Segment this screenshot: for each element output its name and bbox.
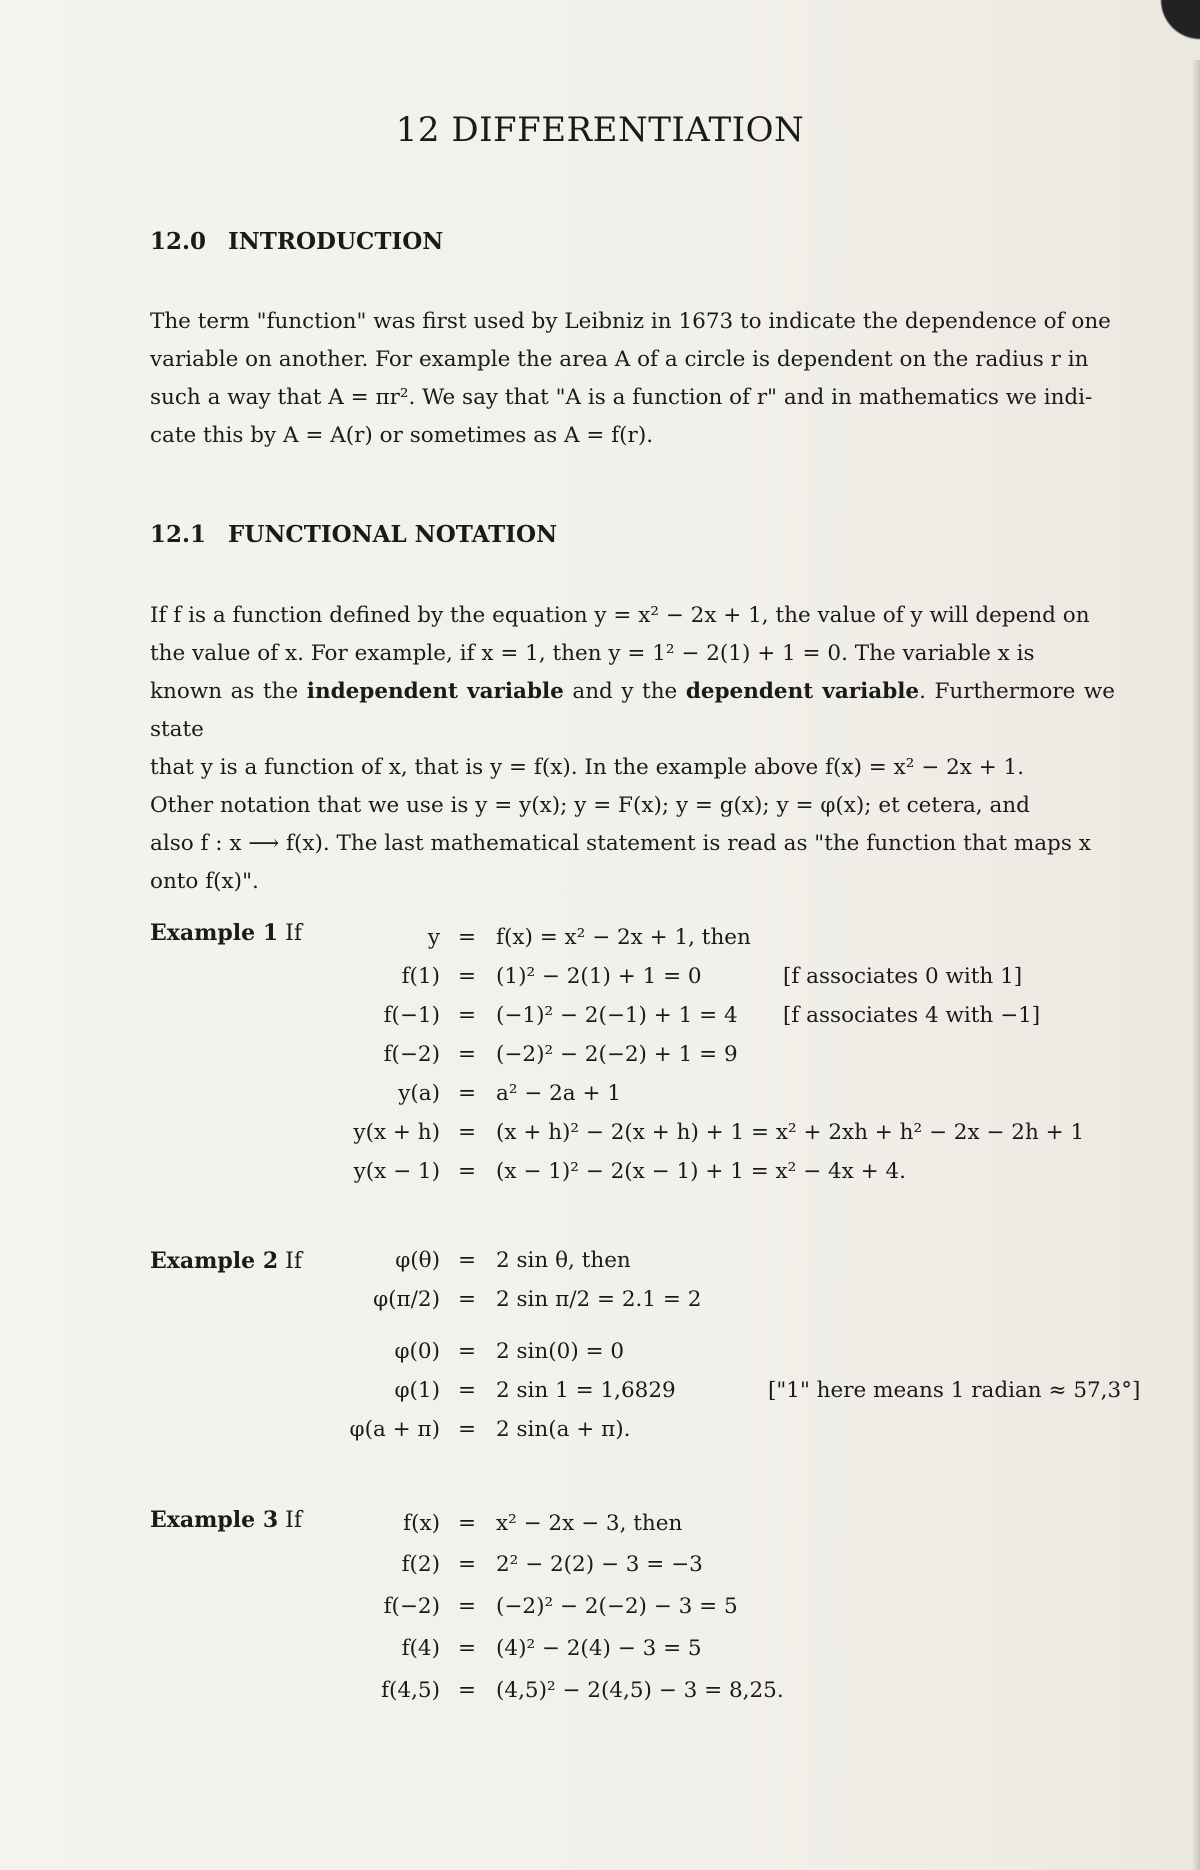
equals-sign: = [457, 1678, 476, 1703]
equation-note: [f associates 0 with 1] [783, 964, 1023, 989]
equation-rhs: 2 sin(0) = 0 [496, 1339, 625, 1364]
equals-sign: = [457, 1594, 476, 1619]
equation-row [0, 1159, 1200, 1198]
equation-row [0, 1042, 1200, 1081]
equation-lhs: y [427, 925, 440, 950]
section-title: INTRODUCTION [228, 228, 444, 255]
equation-row [0, 1003, 1200, 1042]
equation-lhs: f(1) [401, 964, 440, 989]
equation-lhs: φ(0) [394, 1339, 440, 1364]
equation-lhs: y(x − 1) [353, 1159, 440, 1184]
text-span: . Furthermore we state [150, 679, 1115, 742]
example-if: If [285, 1249, 302, 1274]
equation-rhs: (x + h)² − 2(x + h) + 1 = x² + 2xh + h² − 2x − 2h + 1 [496, 1120, 1085, 1145]
example-if: If [285, 1508, 302, 1533]
example-2-equations [0, 1248, 1200, 1456]
equation-row [0, 1081, 1200, 1120]
text-line [150, 673, 1115, 749]
example-title: Example 3 [150, 1507, 279, 1533]
equation-row [0, 1511, 1200, 1552]
example-if: If [285, 921, 302, 946]
equation-row [0, 1552, 1200, 1594]
text-line: also f : x ⟶ f(x). The last mathematical statement is read as "the function that maps x [150, 831, 1091, 856]
equals-sign: = [457, 1120, 476, 1145]
example-title: Example 2 [150, 1248, 279, 1274]
notation-paragraph [150, 597, 1115, 901]
equation-lhs: φ(a + π) [349, 1417, 440, 1442]
equation-row [0, 1339, 1200, 1378]
text-span: known as the [150, 679, 307, 704]
equation-lhs: f(4,5) [381, 1678, 440, 1703]
equation-row [0, 1248, 1200, 1287]
equals-sign: = [457, 1003, 476, 1028]
equation-row [0, 1678, 1200, 1720]
equals-sign: = [457, 1248, 476, 1273]
text-line: that y is a function of x, that is y = f(x). In the example above f(x) = x² − 2x + 1. [150, 755, 1025, 780]
equals-sign: = [457, 964, 476, 989]
equation-rhs: 2 sin θ, then [496, 1248, 631, 1273]
equals-sign: = [457, 1081, 476, 1106]
section-heading-functional-notation [150, 521, 557, 548]
equation-lhs: φ(1) [394, 1378, 440, 1403]
equation-rhs: x² − 2x − 3, then [496, 1511, 683, 1536]
text-line: such a way that A = πr². We say that "A is a function of r" and in mathematics we indi- [150, 385, 1093, 410]
equals-sign: = [457, 1042, 476, 1067]
text-span: and y the [563, 679, 686, 704]
equals-sign: = [457, 1287, 476, 1312]
section-number: 12.1 [150, 521, 207, 548]
equals-sign: = [457, 1339, 476, 1364]
equation-rhs: (−2)² − 2(−2) − 3 = 5 [496, 1594, 738, 1619]
section-number: 12.0 [150, 228, 207, 255]
equation-lhs: f(4) [401, 1636, 440, 1661]
equals-sign: = [457, 1159, 476, 1184]
equation-lhs: f(−2) [383, 1594, 440, 1619]
equation-rhs: 2 sin π/2 = 2.1 = 2 [496, 1287, 702, 1312]
equation-note: ["1" here means 1 radian ≈ 57,3°] [768, 1378, 1141, 1403]
equation-lhs: φ(π/2) [373, 1287, 440, 1312]
equation-rhs: (4,5)² − 2(4,5) − 3 = 8,25. [496, 1678, 784, 1703]
section-heading-introduction [150, 228, 443, 255]
equation-lhs: f(2) [401, 1552, 440, 1577]
intro-paragraph [150, 303, 1115, 455]
text-line: Other notation that we use is y = y(x); y = F(x); y = g(x); y = φ(x); et cetera, and [150, 793, 1030, 818]
text-line: If f is a function defined by the equation y = x² − 2x + 1, the value of y will depend on [150, 603, 1090, 628]
equation-lhs: f(x) [403, 1511, 440, 1536]
equation-row [0, 925, 1200, 964]
equals-sign: = [457, 925, 476, 950]
equation-lhs: φ(θ) [395, 1248, 440, 1273]
equation-rhs: f(x) = x² − 2x + 1, then [496, 925, 751, 950]
equation-rhs: a² − 2a + 1 [496, 1081, 621, 1106]
equation-lhs: y(x + h) [353, 1120, 440, 1145]
example-3-equations [0, 1511, 1200, 1720]
equation-row [0, 1594, 1200, 1636]
text-line: the value of x. For example, if x = 1, then y = 1² − 2(1) + 1 = 0. The variable x is [150, 641, 1035, 666]
equation-lhs: y(a) [398, 1081, 440, 1106]
equals-sign: = [457, 1511, 476, 1536]
equation-rhs: (−2)² − 2(−2) + 1 = 9 [496, 1042, 738, 1067]
equation-note: [f associates 4 with −1] [783, 1003, 1041, 1028]
text-line: cate this by A = A(r) or sometimes as A = f(r). [150, 423, 654, 448]
term-dependent-variable: dependent variable [685, 679, 920, 704]
equals-sign: = [457, 1417, 476, 1442]
text-line: variable on another. For example the area A of a circle is dependent on the radius r in [150, 347, 1089, 372]
equation-rhs: (−1)² − 2(−1) + 1 = 4 [496, 1003, 738, 1028]
equation-row [0, 1378, 1200, 1417]
equation-row [0, 1120, 1200, 1159]
equation-lhs: f(−2) [383, 1042, 440, 1067]
page-corner-shadow [1140, 0, 1200, 60]
equation-row [0, 1287, 1200, 1339]
equals-sign: = [457, 1552, 476, 1577]
text-line: onto f(x)". [150, 869, 259, 894]
equation-lhs: f(−1) [383, 1003, 440, 1028]
equation-rhs: (x − 1)² − 2(x − 1) + 1 = x² − 4x + 4. [496, 1159, 906, 1184]
equals-sign: = [457, 1378, 476, 1403]
equation-row [0, 964, 1200, 1003]
example-1-equations [0, 925, 1200, 1198]
equation-rhs: (1)² − 2(1) + 1 = 0 [496, 964, 702, 989]
text-line: The term "function" was first used by Leibniz in 1673 to indicate the dependence of one [150, 309, 1111, 334]
equation-rhs: 2 sin(a + π). [496, 1417, 631, 1442]
equation-row [0, 1636, 1200, 1678]
equation-rhs: 2 sin 1 = 1,6829 [496, 1378, 676, 1403]
example-title: Example 1 [150, 920, 279, 946]
equation-rhs: (4)² − 2(4) − 3 = 5 [496, 1636, 702, 1661]
equation-rhs: 2² − 2(2) − 3 = −3 [496, 1552, 703, 1577]
equation-row [0, 1417, 1200, 1456]
equals-sign: = [457, 1636, 476, 1661]
section-title: FUNCTIONAL NOTATION [228, 521, 558, 548]
chapter-title: 12 DIFFERENTIATION [395, 110, 805, 150]
term-independent-variable: independent variable [306, 679, 564, 704]
